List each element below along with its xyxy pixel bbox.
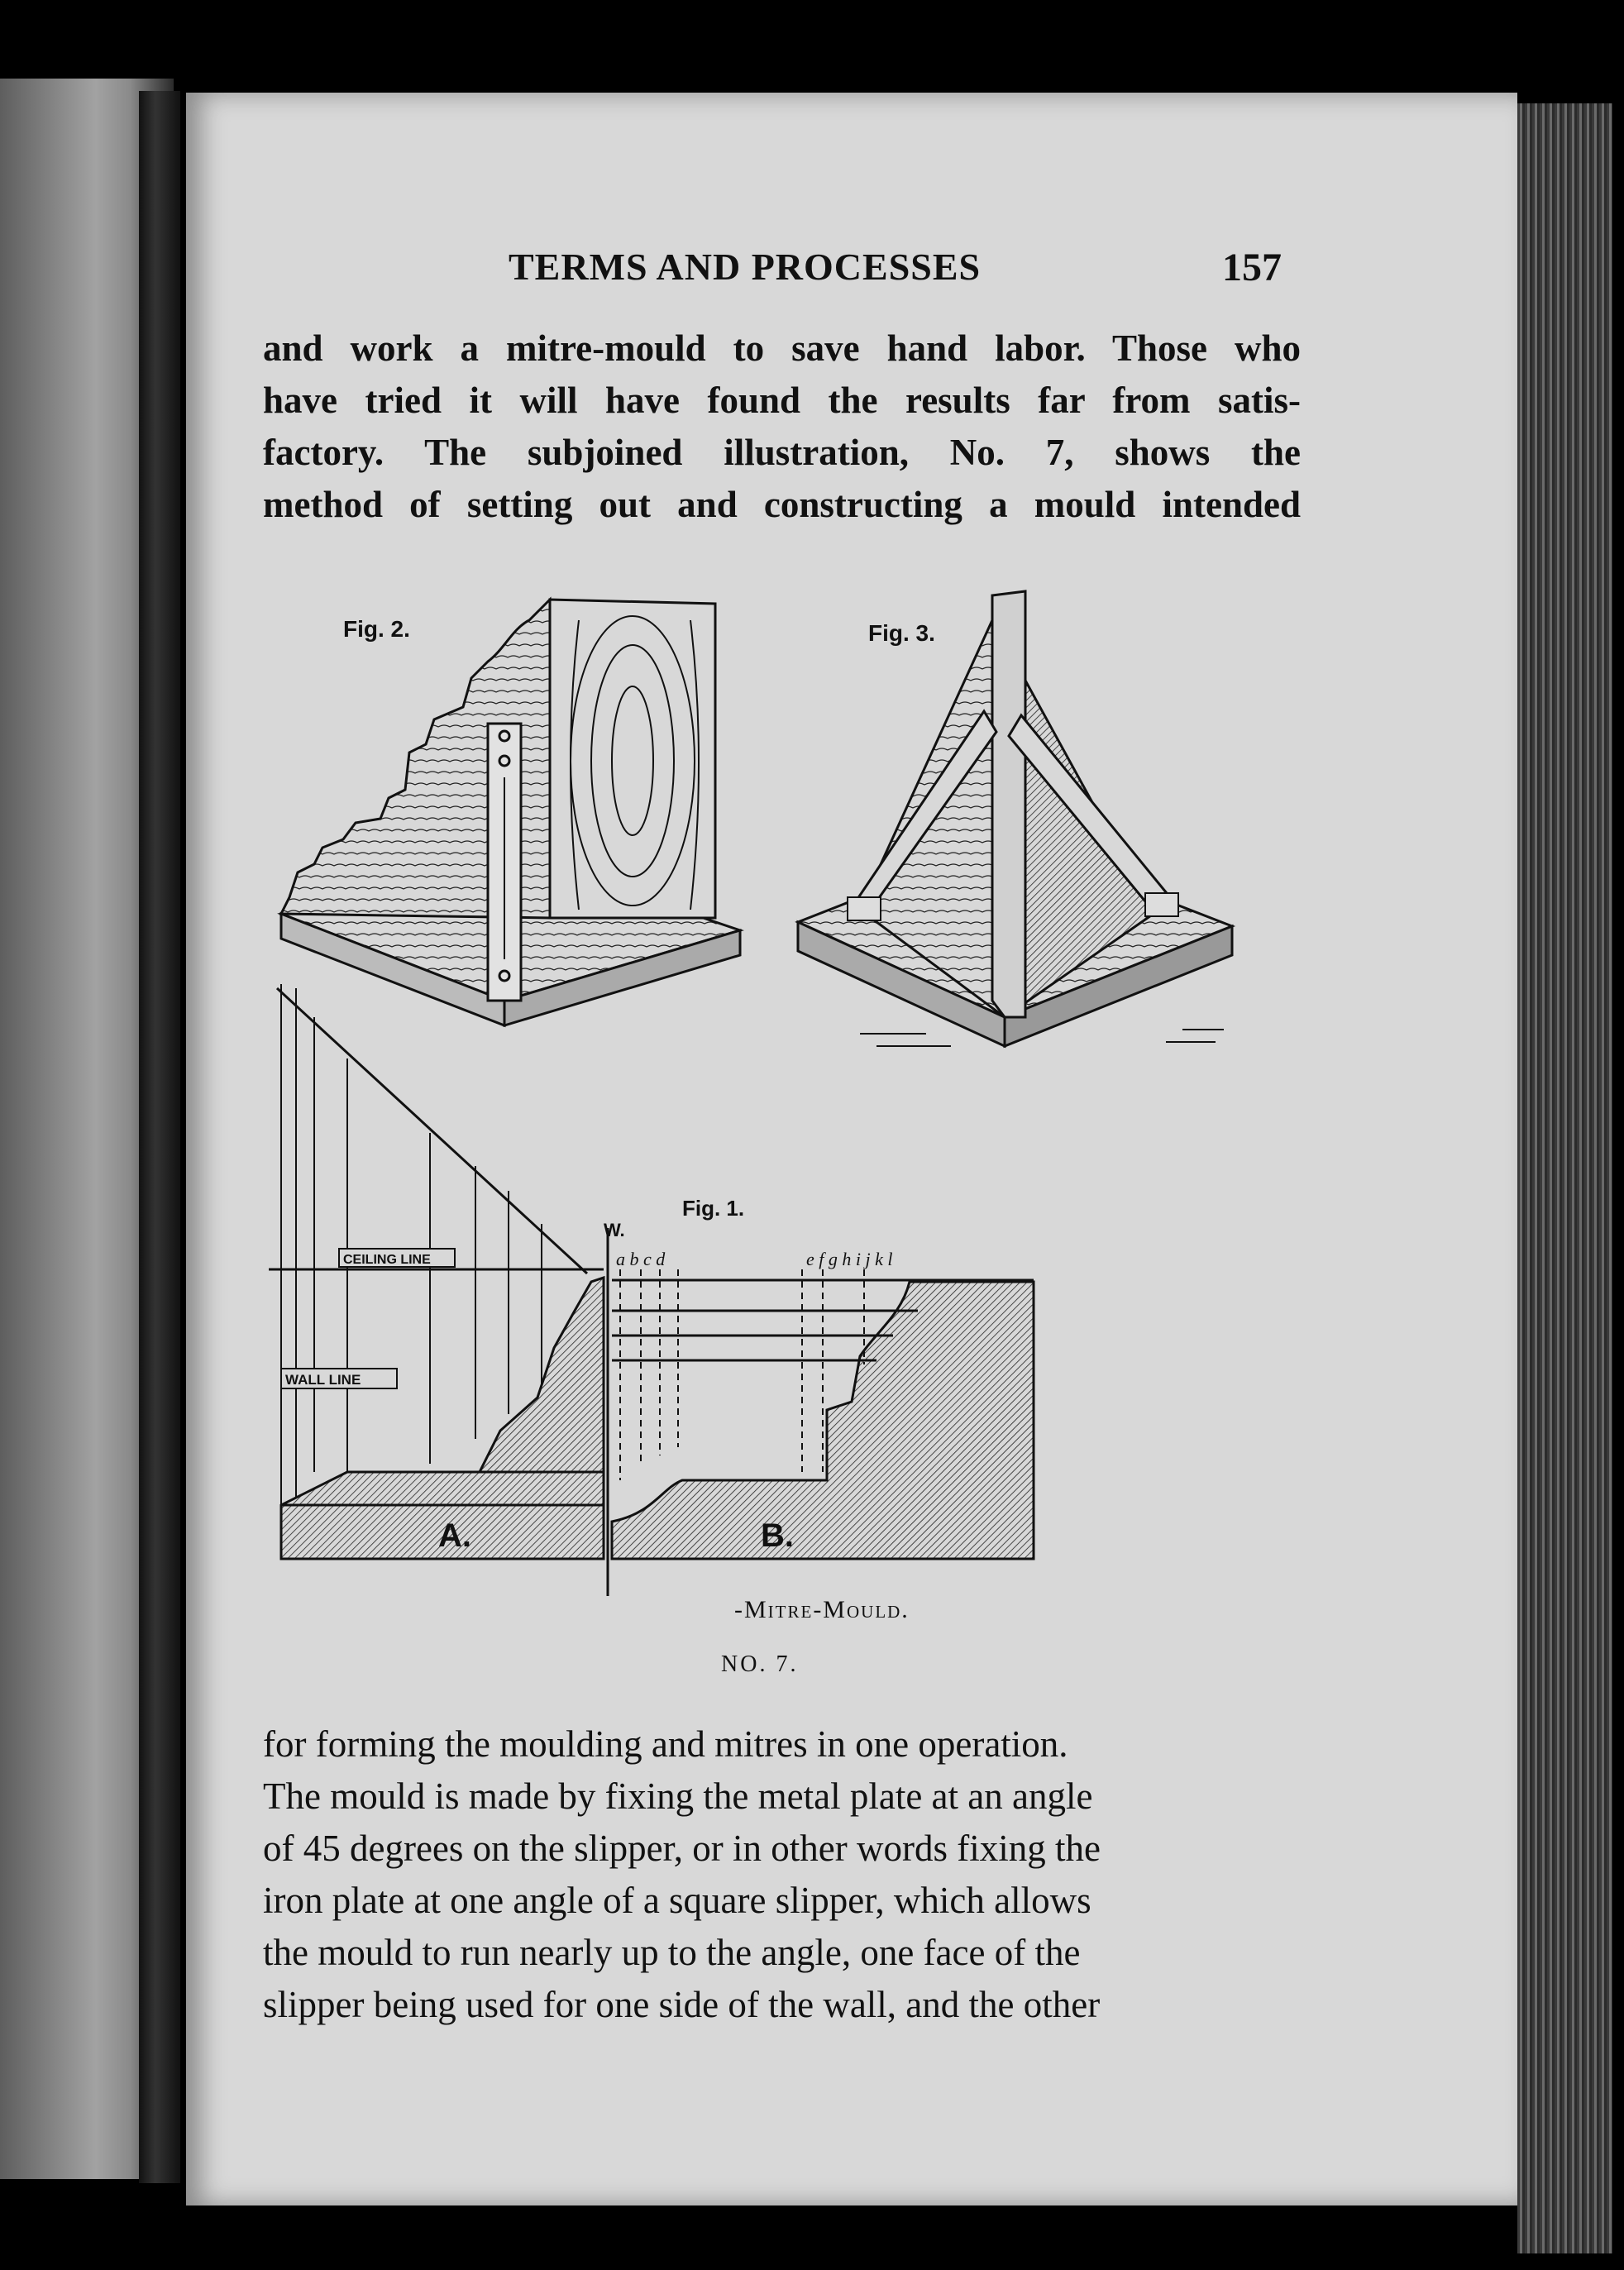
text-line: have tried it will have found the results far from satis-: [263, 380, 1301, 421]
illustration-svg: [265, 571, 1257, 1613]
fig2-drawing: [281, 600, 740, 1025]
ceiling-line-label: CEILING LINE: [343, 1253, 431, 1267]
section-b-label: B.: [761, 1517, 794, 1554]
running-header: TERMS AND PROCESSES: [509, 246, 982, 288]
book-gutter: [139, 91, 180, 2183]
letters-efghijkl: e f g h i j k l: [806, 1249, 893, 1269]
text-line: slipper being used for one side of the wall, and the other: [263, 1984, 1101, 2025]
text-line: of 45 degrees on the slipper, or in other words fixing the: [263, 1828, 1101, 1869]
fig1-drawing: [269, 984, 1034, 1596]
text-line: and work a mitre-mould to save hand labor. Those who: [263, 327, 1301, 369]
text-line: the mould to run nearly up to the angle, one face of the: [263, 1932, 1081, 1973]
text-line: method of setting out and constructing a mould intended: [263, 484, 1301, 525]
mitre-mould-illustration: [265, 571, 1257, 1613]
fig3-drawing: [798, 591, 1232, 1046]
fig3-label: Fig. 3.: [868, 620, 935, 646]
paragraph-bottom: [263, 1718, 1301, 2031]
figure-caption-title: -Mitre-Mould.: [734, 1596, 910, 1623]
section-a-label: A.: [438, 1517, 471, 1554]
fig2-label: Fig. 2.: [343, 616, 410, 642]
wall-line-label: WALL LINE: [285, 1372, 361, 1388]
right-page-edges: [1517, 103, 1612, 2253]
figure-caption-number: NO. 7.: [721, 1651, 799, 1677]
fig1-label: Fig. 1.: [682, 1196, 745, 1221]
page-number: 157: [1222, 246, 1282, 289]
text-line: for forming the moulding and mitres in one operation.: [263, 1723, 1068, 1765]
w-label: W.: [604, 1220, 625, 1240]
letters-abcd: a b c d: [616, 1249, 666, 1269]
text-line: iron plate at one angle of a square slipper, which allows: [263, 1880, 1091, 1921]
text-line: factory. The subjoined illustration, No. 7, shows the: [263, 432, 1301, 473]
paragraph-top: [263, 323, 1301, 531]
text-line: The mould is made by fixing the metal plate at an angle: [263, 1775, 1093, 1817]
